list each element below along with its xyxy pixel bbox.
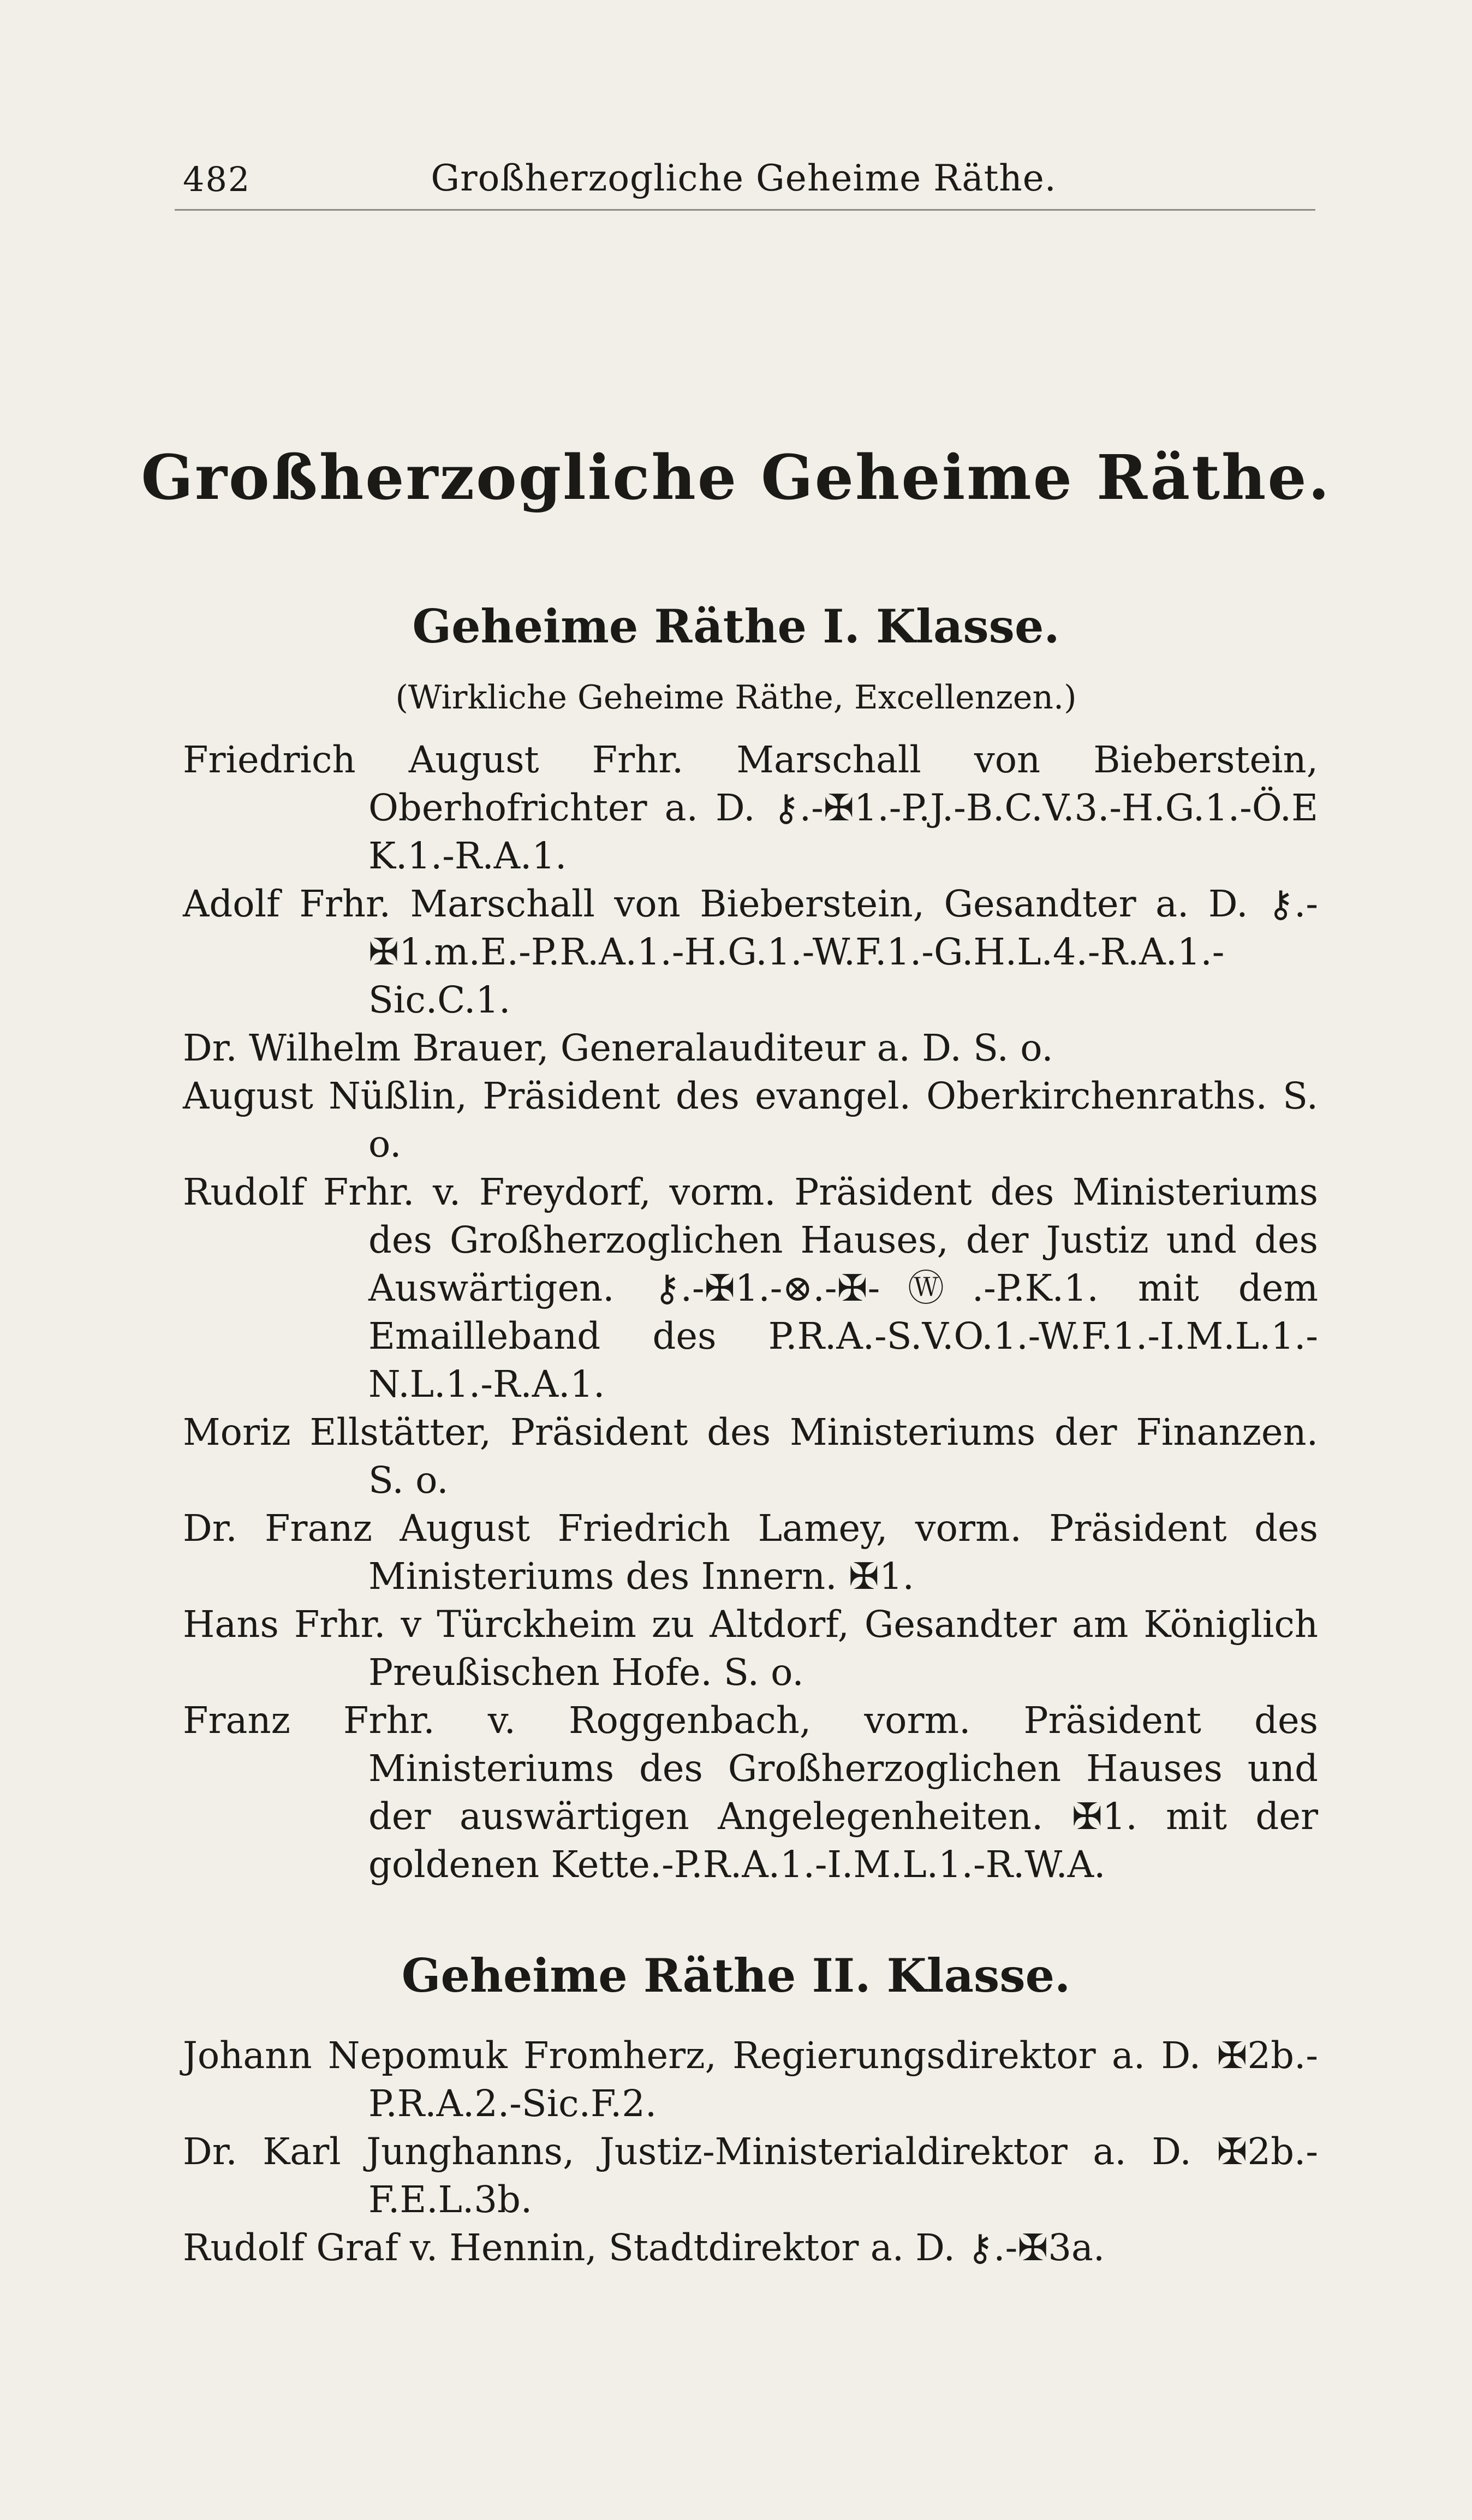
entry-list-class-1 [183, 736, 1318, 1888]
list-item: Friedrich August Frhr. Marschall von Bieberstein, Oberhofrichter a. D. ⚷.-✠1.-P.J.-B.C.V.3.-H.G.1.-Ö.E K.1.-R.A.1. [183, 738, 1318, 877]
section-heading-class-1: Geheime Räthe I. Klasse. [412, 599, 1060, 653]
list-item: Rudolf Frhr. v. Freydorf, vorm. Präsident des Ministeriums des Großherzoglichen Hauses, der Justiz und des Auswärtigen. ⚷.-✠1.-⊗.-✠-Ⓦ.-P.K.1. mit dem Emailleband des P.R.A.-S.V.O.1.-W.F.1.-I.M.L.1.-N.L.1.-R.A.1. [183, 1171, 1318, 1405]
entry-list-class-2 [183, 2032, 1318, 2272]
running-title: Großherzogliche Geheime Räthe. [431, 157, 1057, 199]
list-item: Johann Nepomuk Fromherz, Regierungsdirektor a. D. ✠2b.-P.R.A.2.-Sic.F.2. [183, 2034, 1318, 2125]
list-item: Dr. Wilhelm Brauer, Generalauditeur a. D. S. o. [183, 1027, 1053, 1069]
list-item: August Nüßlin, Präsident des evangel. Oberkirchenraths. S. o. [183, 1075, 1318, 1165]
list-item: Franz Frhr. v. Roggenbach, vorm. Präsident des Ministeriums des Großherzoglichen Hauses und der auswärtigen Angelegenheiten. ✠1. mit der goldenen Kette.-P.R.A.1.-I.M.L.1.-R.W.A. [183, 1699, 1318, 1886]
list-item: Adolf Frhr. Marschall von Bieberstein, Gesandter a. D. ⚷.-✠1.m.E.-P.R.A.1.-H.G.1.-W.F.1.-G.H.L.4.-R.A.1.-Sic.C.1. [183, 883, 1318, 1021]
list-item: Dr. Karl Junghanns, Justiz-Ministerialdirektor a. D. ✠2b.-F.E.L.3b. [183, 2130, 1318, 2221]
list-item: Moriz Ellstätter, Präsident des Ministeriums der Finanzen. S. o. [183, 1411, 1318, 1502]
page-header [183, 139, 1313, 199]
page-title: Großherzogliche Geheime Räthe. [141, 442, 1331, 514]
section-note-class-1: (Wirkliche Geheime Räthe, Excellenzen.) [395, 678, 1077, 717]
list-item: Dr. Franz August Friedrich Lamey, vorm. Präsident des Ministeriums des Innern. ✠1. [183, 1507, 1318, 1598]
page-number: 482 [183, 159, 251, 199]
header-rule [175, 209, 1315, 211]
section-heading-class-2: Geheime Räthe II. Klasse. [401, 1949, 1071, 2003]
list-item: Hans Frhr. v Türckheim zu Altdorf, Gesandter am Königlich Preußischen Hofe. S. o. [183, 1603, 1318, 1694]
list-item: Rudolf Graf v. Hennin, Stadtdirektor a. D. ⚷.-✠3a. [183, 2226, 1105, 2269]
